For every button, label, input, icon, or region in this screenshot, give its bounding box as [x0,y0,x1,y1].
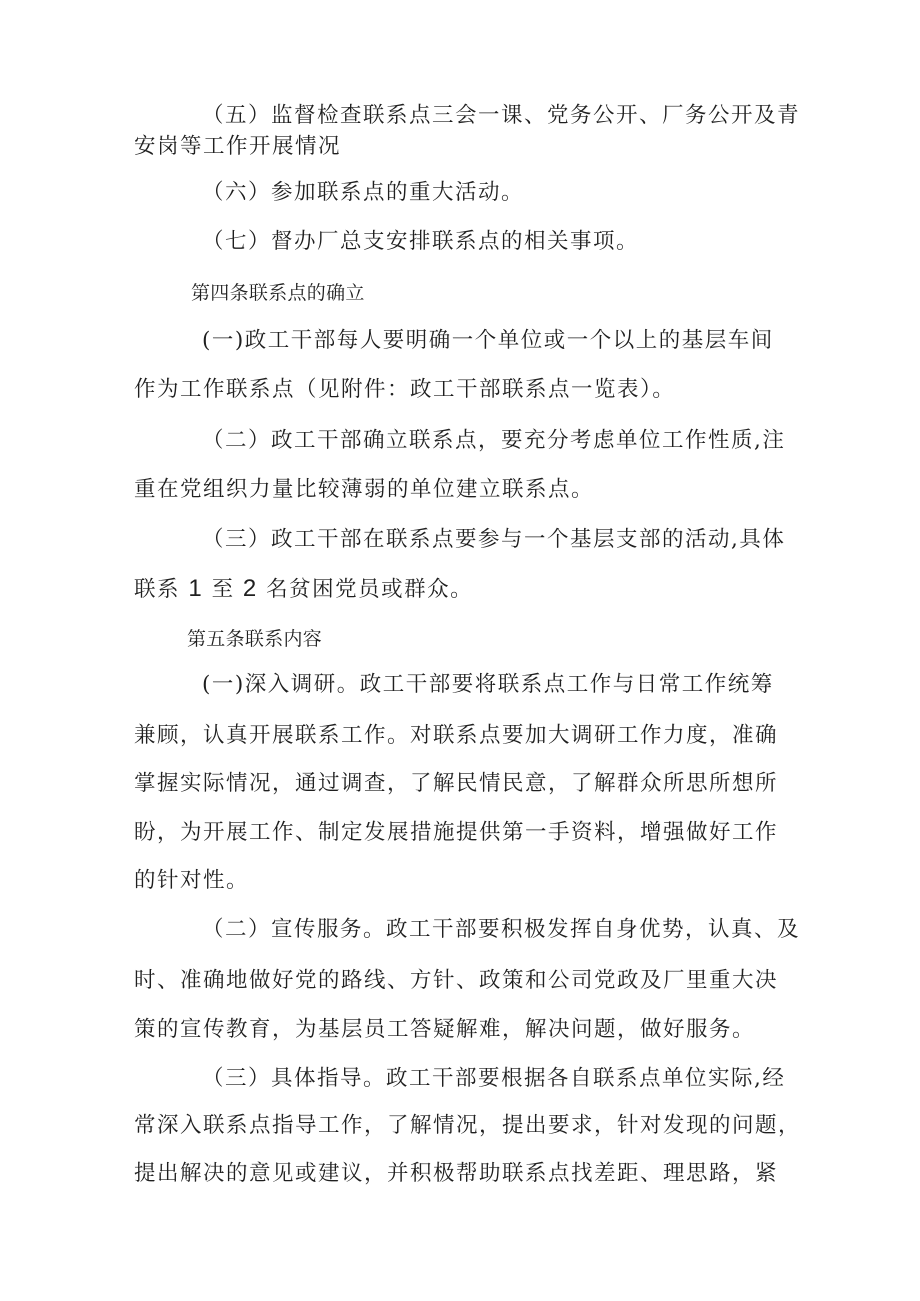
article-5-item-3-line-3: 提出解决的意见或建议，并积极帮助联系点找差距、理思路，紧 [134,1161,779,1186]
article-5-item-2-line-1: （二）宣传服务。政工干部要积极发挥自身优势，认真、及 [202,917,801,942]
article-5-item-1-line-1: (一)深入调研。政工干部要将联系点工作与日常工作统筹 [202,672,774,697]
article-5-item-2-line-2: 时、准确地做好党的路线、方针、政策和公司党政及厂里重大决 [134,968,779,993]
article-4-item-1-line-1: (一)政工干部每人要明确一个单位或一个以上的基层车间 [202,328,774,353]
paragraph-5-line-2: 安岗等工作开展情况 [134,134,342,159]
article-5-item-1-line-2: 兼顾，认真开展联系工作。对联系点要加大调研工作力度，准确 [134,723,779,748]
paragraph-5-line-1: （五）监督检查联系点三会一课、党务公开、厂务公开及青 [202,103,801,128]
article-4-item-3-number-1: 1 [188,575,204,602]
article-5-item-1-line-3: 掌握实际情况，通过调查，了解民情民意，了解群众所思所想所 [134,771,779,796]
article-4-item-3-text-1: 联系 [134,577,181,602]
article-4-item-3-text-2: 至 [211,577,235,602]
article-4-item-3-line-2 [134,574,794,605]
article-5-item-3-line-1: （三）具体指导。政工干部要根据各自联系点单位实际,经 [202,1066,786,1091]
article-4-heading: 第四条联系点的确立 [191,282,365,304]
article-5-item-2-line-3: 策的宣传教育，为基层员工答疑解难，解决问题，做好服务。 [134,1017,756,1042]
article-4-item-3-line-1: （三）政工干部在联系点要参与一个基层支部的活动,具体 [202,527,786,552]
paragraph-7-line-1: （七）督办厂总支安排联系点的相关事项。 [202,229,640,254]
article-4-item-3-text-3: 名贫困党员或群众。 [266,577,474,602]
article-4-item-2-line-1: （二）政工干部确立联系点，要充分考虑单位工作性质,注 [202,428,786,453]
article-5-item-1-line-4: 盼，为开展工作、制定发展措施提供第一手资料，增强做好工作 [134,820,779,845]
article-4-item-3-number-2: 2 [242,575,258,602]
paragraph-6-line-1: （六）参加联系点的重大活动。 [202,180,525,205]
article-5-heading: 第五条联系内容 [187,628,323,650]
article-4-item-1-line-2: 作为工作联系点（见附件：政工干部联系点一览表）。 [134,377,676,402]
article-5-item-1-line-5: 的针对性。 [134,868,250,893]
article-4-item-2-line-2: 重在党组织力量比较薄弱的单位建立联系点。 [134,477,595,502]
article-5-item-3-line-2: 常深入联系点指导工作，了解情况，提出要求，针对发现的问题， [134,1113,802,1138]
